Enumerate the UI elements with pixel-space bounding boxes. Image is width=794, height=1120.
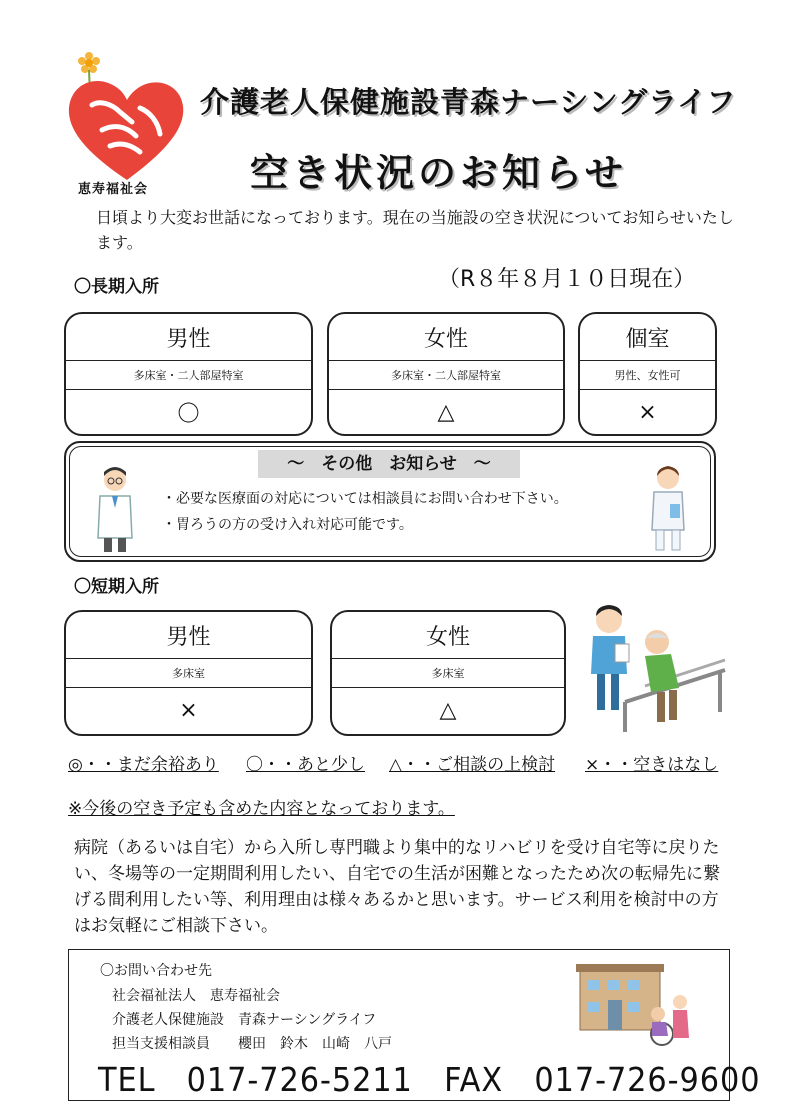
notice-item: ・胃ろうの方の受け入れ対応可能です。 bbox=[162, 517, 413, 533]
nurse-illustration-icon bbox=[644, 464, 692, 554]
logo-caption: 恵寿福祉会 bbox=[78, 182, 149, 197]
doctor-illustration-icon bbox=[90, 466, 140, 554]
room-status: × bbox=[179, 697, 198, 723]
notice-item: ・必要な医療面の対応については相談員にお問い合わせ下さい。 bbox=[162, 491, 568, 507]
room-type: 多床室 bbox=[66, 659, 311, 688]
room-gender: 男性 bbox=[66, 314, 311, 361]
room-status: 〇 bbox=[177, 401, 200, 427]
tel-fax: TEL 017-726-5211 FAX 017-726-9600 bbox=[98, 1060, 761, 1099]
legend-item: △・・ご相談の上検討 bbox=[389, 755, 556, 775]
long-term-room-male bbox=[64, 312, 313, 436]
room-type: 男性、女性可 bbox=[580, 361, 715, 390]
facility-name: 介護老人保健施設青森ナーシングライフ bbox=[200, 85, 737, 119]
legend-item: 〇・・あと少し bbox=[246, 755, 365, 775]
short-term-room-female bbox=[330, 610, 566, 736]
body-paragraph: 病院（あるいは自宅）から入所し専門職より集中的なリハビリを受け自宅等に戻りたい、冬場等の一定期間利用したい、自宅での生活が困難となったため次の転帰先に繋げる間利用したい等、利用理由は様々あるかと思います。サービス利用を検討中の方はお気軽にご相談下さい。 bbox=[74, 838, 720, 936]
as-of-date: （R８年８月１０日現在） bbox=[438, 267, 696, 292]
short-term-room-male bbox=[64, 610, 313, 736]
room-status: △ bbox=[439, 697, 457, 723]
legend-item: ×・・空きはなし bbox=[585, 755, 719, 775]
remark: ※今後の空き予定も含めた内容となっております。 bbox=[68, 799, 455, 819]
room-type: 多床室 bbox=[332, 659, 564, 688]
room-gender: 男性 bbox=[66, 612, 311, 659]
room-status: △ bbox=[437, 399, 455, 425]
room-gender: 個室 bbox=[580, 314, 715, 361]
long-term-room-private bbox=[578, 312, 717, 436]
room-type: 多床室・二人部屋特室 bbox=[66, 361, 311, 390]
long-term-heading: 〇長期入所 bbox=[74, 277, 159, 297]
room-gender: 女性 bbox=[332, 612, 564, 659]
long-term-room-female bbox=[327, 312, 565, 436]
contact-facility: 介護老人保健施設 青森ナーシングライフ bbox=[112, 1012, 377, 1028]
legend-item: ◎・・まだ余裕あり bbox=[68, 755, 219, 775]
intro-text: 日頃より大変お世話になっております。現在の当施設の空き状況についてお知らせいたします。 bbox=[96, 208, 734, 252]
room-gender: 女性 bbox=[329, 314, 563, 361]
notice-title: ～ その他 お知らせ ～ bbox=[258, 450, 520, 478]
room-type: 多床室・二人部屋特室 bbox=[329, 361, 563, 390]
page-title: 空き状況のお知らせ bbox=[250, 151, 627, 195]
care-facility-illustration-icon bbox=[576, 962, 696, 1054]
contact-org: 社会福祉法人 恵寿福祉会 bbox=[112, 988, 280, 1004]
room-status: × bbox=[638, 399, 657, 425]
short-term-heading: 〇短期入所 bbox=[74, 577, 159, 597]
contact-staff: 担当支援相談員 櫻田 鈴木 山崎 八戸 bbox=[112, 1036, 392, 1052]
contact-heading: 〇お問い合わせ先 bbox=[100, 963, 212, 979]
rehab-illustration-icon bbox=[585, 600, 730, 735]
